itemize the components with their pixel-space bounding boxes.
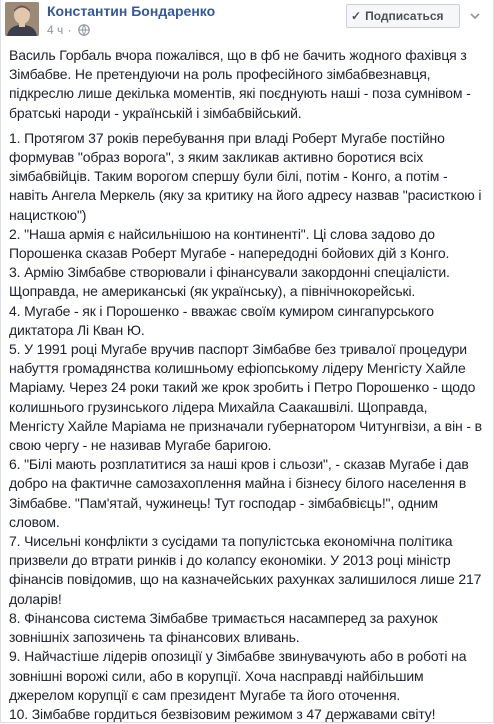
post-options-button[interactable] bbox=[467, 8, 483, 24]
post-item-2: 2. "Наша армія є найсильнішою на континенті". Ці слова задово до Порошенка сказав Роберт Мугабе - напередодні бойових дій з Конго. bbox=[9, 225, 450, 262]
follow-button-label: Подписаться bbox=[365, 9, 444, 23]
post-item-1: 1. Протягом 37 років перебування при владі Роберт Мугабе постійно формував "образ ворога", з яким закликав активно боротися всіх зімбабвійців. Таким ворогом спершу були білі, потім - Конго, а потім - навіть Ангела Меркель (яку за критику на його адресу назвав "расисткою і нацисткою") bbox=[9, 129, 482, 223]
post-item-10: 10. Зімбабве гордиться безвізовим режимом з 47 державами світу! bbox=[9, 705, 436, 722]
post-item-7: 7. Чисельні конфлікти з сусідами та популістська економічна політика призвели до втрати ринків і до колапсу економіки. У 2013 році міністр фінансів повідомив, що на казначейських рахунках залишилося лише 217 доларів! bbox=[9, 533, 482, 607]
post-item-9: 9. Найчастіше лідерів опозиції у Зімбабве звинувачують або в роботі на зовнішні ворожі сили, або в корупції. Хоча насправді найбільшим джерелом корупції є сам президент Мугабе та його оточення. bbox=[9, 648, 467, 703]
post-meta bbox=[47, 23, 90, 39]
checkmark-icon: ✓ bbox=[351, 9, 362, 23]
post-timestamp[interactable]: 4 ч bbox=[47, 23, 64, 37]
post-body bbox=[9, 46, 483, 724]
meta-separator: · bbox=[67, 23, 72, 37]
post-header bbox=[1, 0, 494, 42]
post-item-5: 5. У 1991 році Мугабе вручив паспорт Зімбабве без тривалої процедури набуття громадянства колишньому ефіопському лідеру Менгісту Хайле Маріаму. Через 24 роки такий же крок зробить і Петро Порошенко - щодо колишнього грузинського лідера Михайла Саакашвілі. Щоправда, Менгісту Хайле Маріама не призначали губернатором Читунгвізи, а він - в свою чергу - не називав Мугабе баригою. bbox=[9, 341, 482, 454]
follow-button[interactable] bbox=[346, 4, 460, 28]
author-name-link[interactable]: Константин Бондаренко bbox=[47, 3, 216, 19]
post-intro: Василь Горбаль вчора пожалівся, що в фб не бачить жодного фахівця з Зімбабве. Не претендуючи на роль професійного зімбабвезнавця, підкреслю лише декілька моментів, які поєднують наші - поза сумнівом - братські народи - українській і зімбабвійський. bbox=[9, 47, 471, 121]
author-avatar[interactable] bbox=[5, 2, 39, 36]
avatar-image bbox=[5, 2, 39, 36]
post-item-4: 4. Мугабе - як і Порошенко - вважає своїм кумиром сингапурського диктатора Лі Кван Ю. bbox=[9, 302, 434, 338]
post-item-3: 3. Армію Зімбабве створювали і фінансували закордонні спеціалісти. Щоправда, не американські (як українську), а північнокорейські. bbox=[9, 264, 450, 300]
globe-icon[interactable] bbox=[78, 24, 90, 39]
post-item-6: 6. "Білі мають розплатитися за наші кров і сльози", - сказав Мугабе і дав добро на фактичне самозахоплення майна і бізнесу білого населення в Зімбабве. "Пам'ятай, чужинець! Тут господар - зімбабвієць!", одним словом. bbox=[9, 456, 469, 530]
post-item-8: 8. Фінансова система Зімбабве тримається насамперед за рахунок зовнішніх запозичень та фінансових вливань. bbox=[9, 609, 438, 646]
chevron-down-icon bbox=[467, 8, 483, 24]
